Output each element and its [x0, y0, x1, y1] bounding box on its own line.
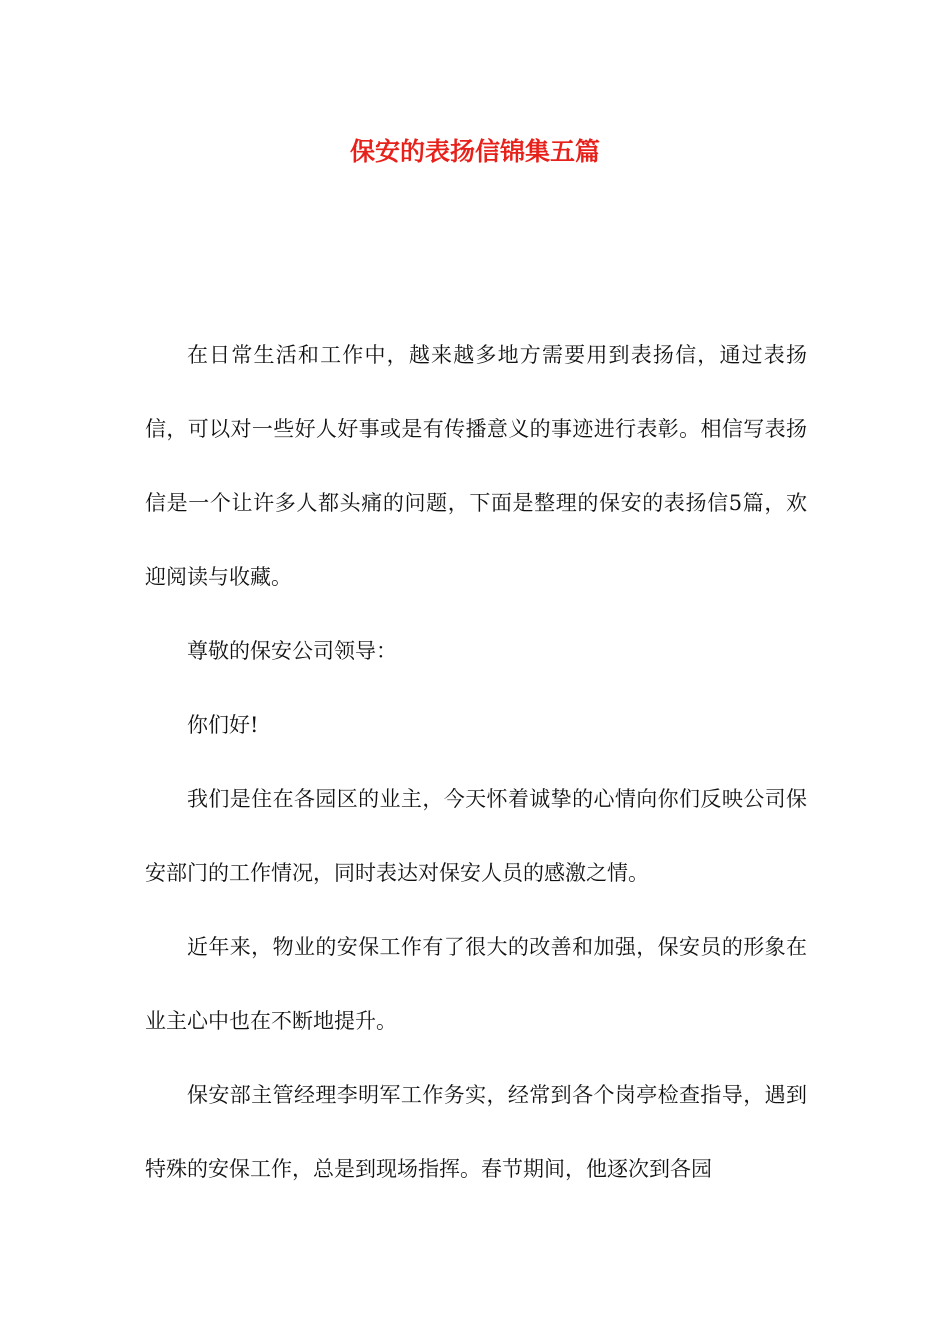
paragraph-greeting: 你们好! — [187, 713, 259, 737]
paragraph-owners: 我们是住在各园区的业主，今天怀着诚挚的心情向你们反映公司保安部门的工作情况，同时表达对保安人员的感激之情。 — [145, 787, 807, 885]
paragraph-intro: 在日常生活和工作中，越来越多地方需要用到表扬信，通过表扬信，可以对一些好人好事或是有传播意义的事迹进行表彰。相信写表扬信是一个让许多人都头痛的问题，下面是整理的保安的表扬信5篇，欢迎阅读与收藏。 — [145, 343, 807, 589]
paragraph-manager: 保安部主管经理李明军工作务实，经常到各个岗亭检查指导，遇到特殊的安保工作，总是到现场指挥。春节期间，他逐次到各园 — [145, 1083, 807, 1181]
document-body — [145, 318, 807, 1206]
document-title: 保安的表扬信锦集五篇 — [349, 137, 600, 166]
paragraph-salutation: 尊敬的保安公司领导： — [187, 639, 397, 663]
paragraph-improvement: 近年来，物业的安保工作有了很大的改善和加强，保安员的形象在业主心中也在不断地提升。 — [145, 935, 807, 1033]
